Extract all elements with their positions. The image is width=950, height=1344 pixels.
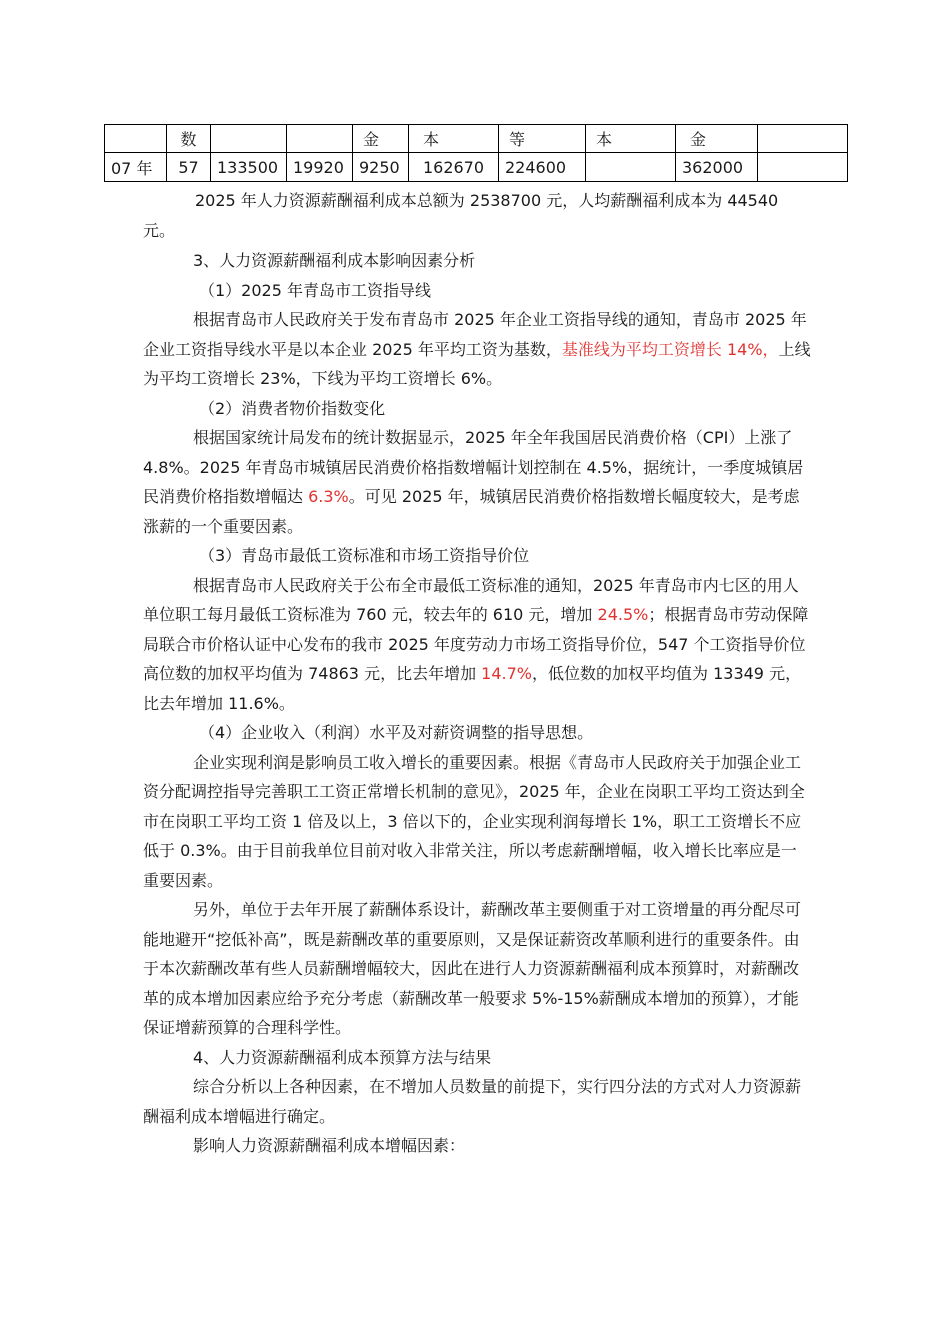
subheading-minimum-wage: （3）青岛市最低工资标准和市场工资指导价位	[199, 546, 530, 565]
table-cell: 9250	[353, 153, 409, 182]
paragraph-wage-guideline	[143, 305, 811, 394]
table-cell: 224600	[499, 153, 586, 182]
paragraph-text: 上线为平均工资增长 23%，下线为平均工资增长 6%。	[143, 339, 811, 388]
paragraph-cpi	[143, 423, 811, 541]
table-row	[105, 153, 848, 182]
subheading-profit: （4）企业收入（利润）水平及对薪资调整的指导思想。	[199, 723, 594, 742]
paragraph-text: ；根据青岛市劳动保障局联合市价格认证中心发布的我市 2025 年度劳动力市场工资指导价位，547 个工资指导价位高位数的加权平均值为 74863 元，比去年增加	[143, 605, 809, 683]
table-cell: 133500	[211, 153, 287, 182]
paragraph-text: 根据青岛市人民政府关于发布青岛市 2025 年企业工资指导线的通知，青岛市 2025 年企业工资指导线水平是以本企业 2025 年平均工资为基数，	[143, 310, 807, 359]
cost-table	[104, 124, 848, 182]
table-cell: 金	[676, 125, 758, 153]
table-row	[105, 125, 848, 153]
section-heading-3: 3、人力资源薪酬福利成本影响因素分析	[193, 251, 476, 270]
highlighted-text: 14.7%	[481, 664, 532, 683]
subheading-cpi: （2）消费者物价指数变化	[199, 398, 386, 418]
paragraph-minimum-wage	[143, 571, 811, 719]
paragraph-method: 综合分析以上各种因素，在不增加人员数量的前提下，实行四分法的方式对人力资源薪酬福利成本增幅进行确定。	[143, 1077, 802, 1126]
highlighted-text: 基准线为平均工资增长 14%，	[561, 339, 779, 359]
table-cell	[105, 125, 167, 153]
table-cell: 19920	[287, 153, 353, 182]
paragraph-factors: 影响人力资源薪酬福利成本增幅因素：	[193, 1136, 466, 1155]
table-cell: 数	[167, 125, 211, 153]
paragraph-salary-reform: 另外，单位于去年开展了薪酬体系设计，薪酬改革主要侧重于对工资增量的再分配尽可能地避开“挖低补高”，既是薪酬改革的重要原则，又是保证薪资改革顺利进行的重要条件。由于本次薪酬改革有些人员薪酬增幅较大，因此在进行人力资源薪酬福利成本预算时，对薪酬改革的成本增加因素应给予充分考虑（薪酬改革一般要求 5%-15%薪酬成本增加的预算），才能保证增薪预算的合理科学性。	[143, 900, 802, 1037]
table-cell	[287, 125, 353, 153]
summary-paragraph: 2025 年人力资源薪酬福利成本总额为 2538700 元，人均薪酬福利成本为 44540 元。	[143, 191, 779, 240]
table-cell: 本	[409, 125, 499, 153]
table-cell	[586, 153, 676, 182]
paragraph-text: 根据国家统计局发布的统计数据显示，2025 年全年我国居民消费价格（CPI）上涨了 4.8%。2025 年青岛市城镇居民消费价格指数增幅计划控制在 4.5%，据统计，一季度城镇居民消费价格指数增幅达	[143, 428, 804, 506]
paragraph-text: ，低位数的加权平均值为 13349 元，比去年增加 11.6%。	[143, 664, 802, 713]
table-cell: 金	[353, 125, 409, 153]
table-cell	[758, 125, 848, 153]
document-body	[143, 186, 811, 1161]
table-cell: 162670	[409, 153, 499, 182]
table-cell	[211, 125, 287, 153]
table-cell	[758, 153, 848, 182]
paragraph-text: 。可见 2025 年，城镇居民消费价格指数增长幅度较大，是考虑涨薪的一个重要因素。	[143, 487, 800, 536]
table-cell: 57	[167, 153, 211, 182]
section-heading-4: 4、人力资源薪酬福利成本预算方法与结果	[193, 1047, 492, 1067]
highlighted-text: 24.5%	[597, 605, 649, 624]
table-cell: 等	[499, 125, 586, 153]
table-cell: 362000	[676, 153, 758, 182]
highlighted-text: 6.3%	[308, 487, 349, 506]
table-cell: 本	[586, 125, 676, 153]
paragraph-profit: 企业实现利润是影响员工收入增长的重要因素。根据《青岛市人民政府关于加强企业工资分配调控指导完善职工工资正常增长机制的意见》，2025 年，企业在岗职工平均工资达到全市在岗职工平均工资 1 倍及以上，3 倍以下的，企业实现利润每增长 1%，职工工资增长不应低于 0.3%。由于目前我单位目前对收入非常关注，所以考虑薪酬增幅，收入增长比率应是一重要因素。	[143, 752, 805, 890]
paragraph-text: 根据青岛市人民政府关于公布全市最低工资标准的通知，2025 年青岛市内七区的用人单位职工每月最低工资标准为 760 元，较去年的 610 元，增加	[143, 575, 799, 624]
table-cell: 07 年	[105, 153, 167, 182]
subheading-wage-guideline: （1）2025 年青岛市工资指导线	[199, 280, 431, 300]
